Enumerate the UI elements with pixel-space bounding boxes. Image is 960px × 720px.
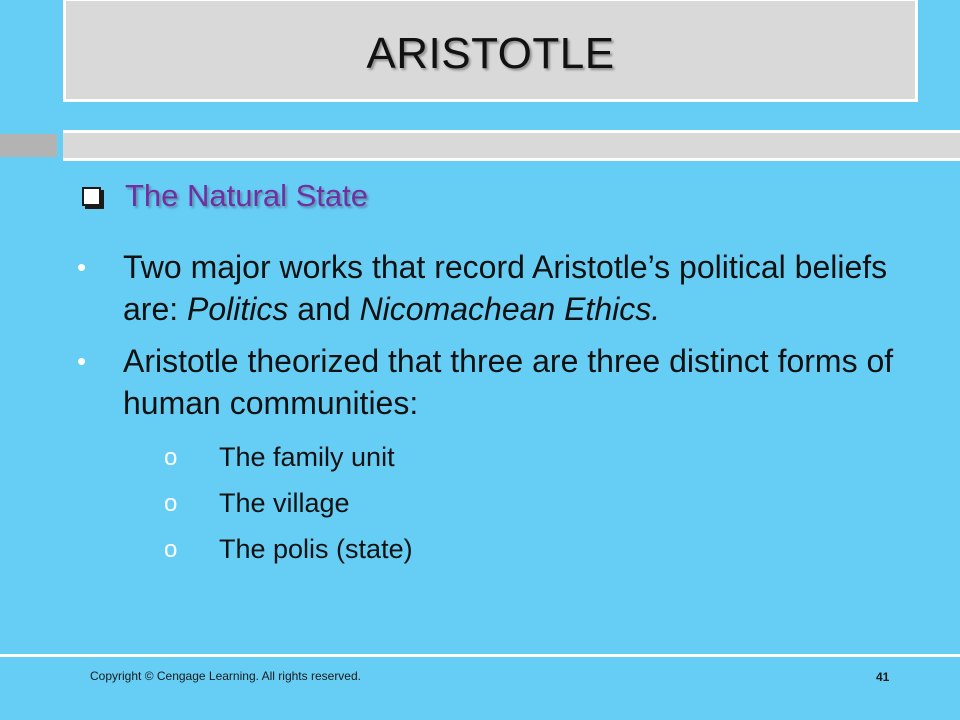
bullet-text-part: and bbox=[288, 291, 360, 327]
footer-divider bbox=[0, 654, 960, 657]
sub-marker: o bbox=[164, 444, 178, 471]
bullet-text-part: Politics bbox=[187, 291, 289, 327]
page-number: 41 bbox=[876, 670, 890, 684]
bullet-marker: • bbox=[77, 252, 87, 282]
sub-item-text: The village bbox=[219, 488, 350, 518]
accent-band-left bbox=[0, 134, 57, 157]
bullet-item-communities bbox=[77, 340, 917, 424]
bullet-text-part: Nicomachean Ethics. bbox=[359, 291, 661, 327]
slide-title: ARISTOTLE bbox=[366, 29, 615, 78]
footer-copyright: Copyright © Cengage Learning. All rights reserved. bbox=[90, 669, 361, 683]
sub-marker: o bbox=[164, 490, 178, 517]
bullet-marker: • bbox=[77, 346, 87, 376]
sub-item-text: The polis (state) bbox=[219, 534, 413, 564]
subheading-text: The Natural State bbox=[125, 178, 368, 213]
sub-item-text: The family unit bbox=[219, 442, 395, 472]
title-box bbox=[63, 0, 918, 102]
sub-marker: o bbox=[164, 536, 178, 563]
bullet-list bbox=[77, 246, 917, 434]
subheading bbox=[82, 178, 368, 214]
bullet-text-part: Two major works that record Aristotle’s political beliefs are: bbox=[123, 249, 888, 327]
bullet-item-works bbox=[77, 246, 917, 330]
bullet-text-part: Aristotle theorized that three are three distinct forms of human communities: bbox=[123, 343, 894, 421]
checkbox-icon bbox=[82, 187, 101, 206]
accent-band bbox=[63, 130, 960, 161]
